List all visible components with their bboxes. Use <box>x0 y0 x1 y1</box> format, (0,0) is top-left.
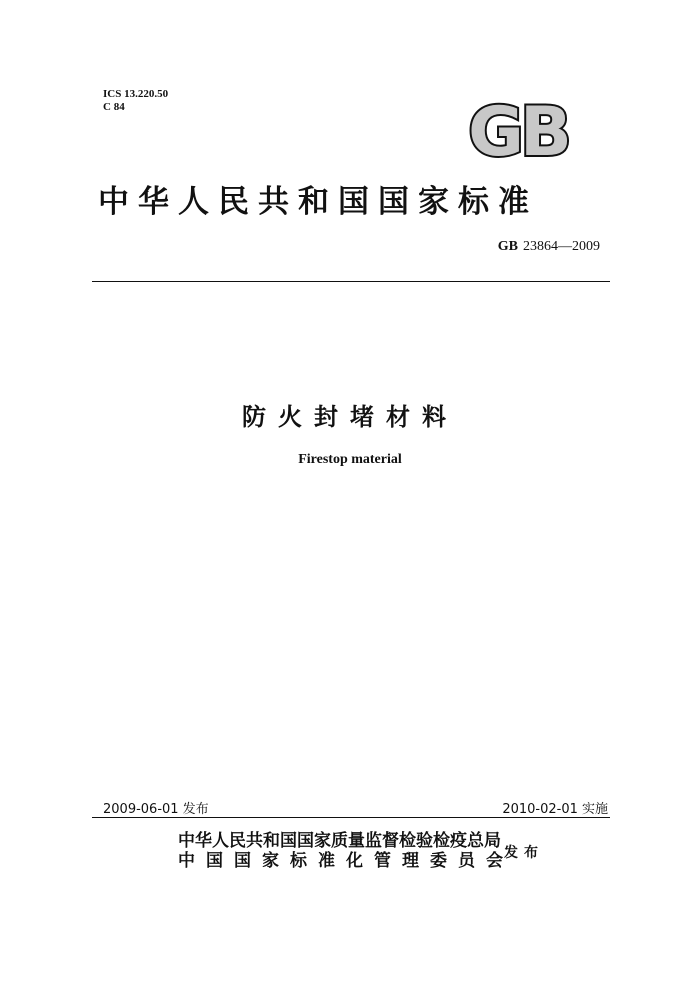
gb-logo-icon <box>452 97 584 161</box>
standard-number-prefix: GB <box>497 239 518 254</box>
document-title-chinese: 防火封堵材料 <box>242 403 458 431</box>
issuer-sac: 中国国家标准化管理委员会 <box>178 851 514 871</box>
ics-code: ICS 13.220.50 <box>103 88 169 100</box>
issuer-aqsiq: 中华人民共和国国家质量监督检验检疫总局 <box>178 831 501 851</box>
standard-title: 中华人民共和国国家标准 <box>98 184 538 220</box>
bottom-divider <box>92 817 610 818</box>
standard-number <box>498 239 600 255</box>
ccs-code: C 84 <box>103 101 125 113</box>
top-divider <box>92 281 610 282</box>
implementation-date: 2010-02-01 实施 <box>502 802 608 817</box>
standard-number-value: 23864—2009 <box>523 239 600 254</box>
document-title-english: Firestop material <box>298 452 402 467</box>
issuing-authorities <box>178 831 514 871</box>
classification-codes <box>103 88 168 114</box>
gb-logo-text: GB <box>468 97 568 161</box>
publish-date: 2009-06-01 发布 <box>103 802 209 817</box>
issued-label: 发布 <box>504 845 544 861</box>
